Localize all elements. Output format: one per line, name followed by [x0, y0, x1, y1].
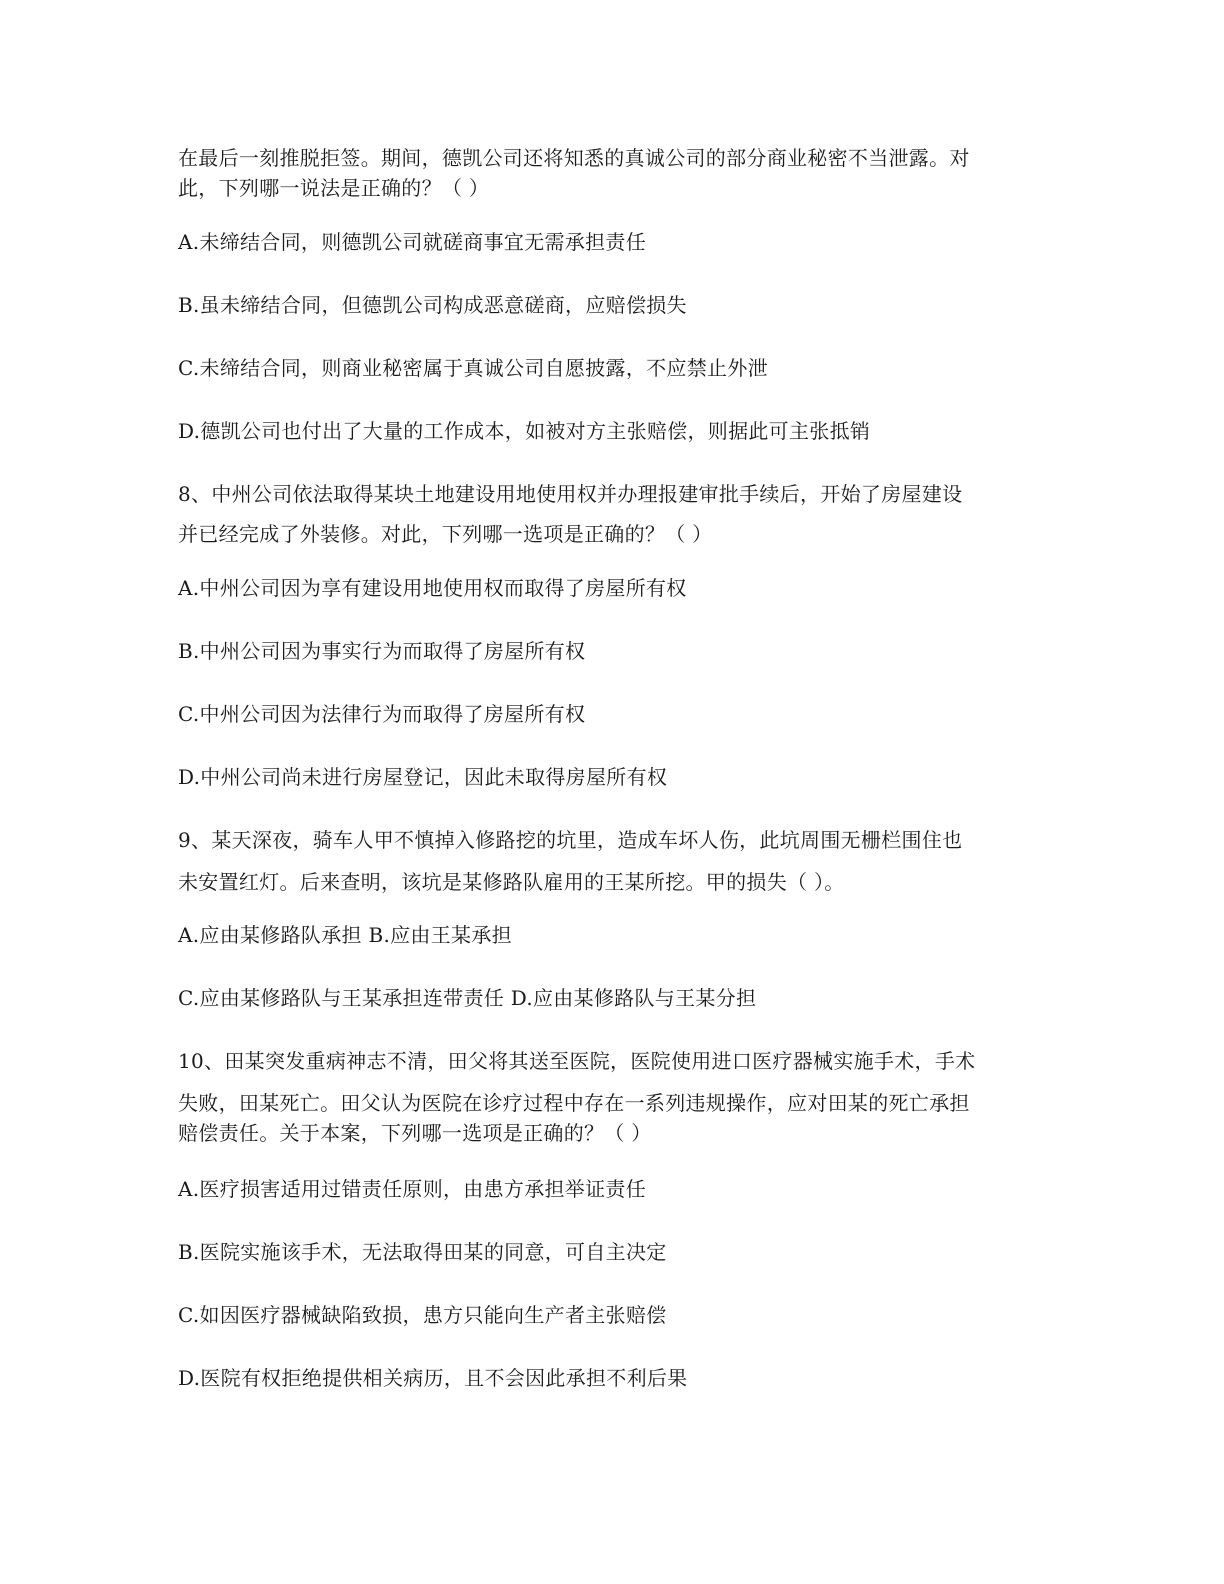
q8-stem-line-1: 8、中州公司依法取得某块土地建设用地使用权并办理报建审批手续后，开始了房屋建设: [178, 482, 963, 506]
q7-option-c: C.未缔结合同，则商业秘密属于真诚公司自愿披露，不应禁止外泄: [178, 356, 768, 380]
q10-stem-line-1: 10、田某突发重病神志不清，田父将其送至医院，医院使用进口医疗器械实施手术，手术: [178, 1049, 976, 1073]
q7-option-a: A.未缔结合同，则德凯公司就磋商事宜无需承担责任: [178, 230, 647, 254]
q7-stem-line-1: 在最后一刻推脱拒签。期间，德凯公司还将知悉的真诚公司的部分商业秘密不当泄露。对: [178, 146, 970, 170]
q9-options-ab: A.应由某修路队承担 B.应由王某承担: [178, 923, 512, 947]
q10-stem-line-3: 赔偿责任。关于本案，下列哪一选项是正确的？（ ）: [178, 1121, 652, 1145]
q10-option-c: C.如因医疗器械缺陷致损，患方只能向生产者主张赔偿: [178, 1303, 667, 1327]
q10-option-d: D.医院有权拒绝提供相关病历，且不会因此承担不利后果: [178, 1366, 688, 1390]
q10-option-a: A.医疗损害适用过错责任原则，由患方承担举证责任: [178, 1177, 647, 1201]
q9-stem-line-1: 9、某天深夜，骑车人甲不慎掉入修路挖的坑里，造成车坏人伤，此坑周围无栅栏围住也: [178, 828, 963, 852]
q8-option-a: A.中州公司因为享有建设用地使用权而取得了房屋所有权: [178, 576, 687, 600]
q8-option-c: C.中州公司因为法律行为而取得了房屋所有权: [178, 702, 586, 726]
q7-option-d: D.德凯公司也付出了大量的工作成本，如被对方主张赔偿，则据此可主张抵销: [178, 419, 871, 443]
q9-stem-line-2: 未安置红灯。后来查明，该坑是某修路队雇用的王某所挖。甲的损失（ ）。: [178, 870, 845, 894]
q7-stem-line-2: 此，下列哪一说法是正确的？（ ）: [178, 176, 490, 200]
q10-option-b: B.医院实施该手术，无法取得田某的同意，可自主决定: [178, 1240, 667, 1264]
q9-options-cd: C.应由某修路队与王某承担连带责任 D.应由某修路队与王某分担: [178, 986, 757, 1010]
q8-option-b: B.中州公司因为事实行为而取得了房屋所有权: [178, 639, 586, 663]
q8-stem-line-2: 并已经完成了外装修。对此，下列哪一选项是正确的？（ ）: [178, 522, 713, 546]
q10-stem-line-2: 失败，田某死亡。田父认为医院在诊疗过程中存在一系列违规操作，应对田某的死亡承担: [178, 1091, 970, 1115]
q8-option-d: D.中州公司尚未进行房屋登记，因此未取得房屋所有权: [178, 765, 668, 789]
q7-option-b: B.虽未缔结合同，但德凯公司构成恶意磋商，应赔偿损失: [178, 293, 687, 317]
